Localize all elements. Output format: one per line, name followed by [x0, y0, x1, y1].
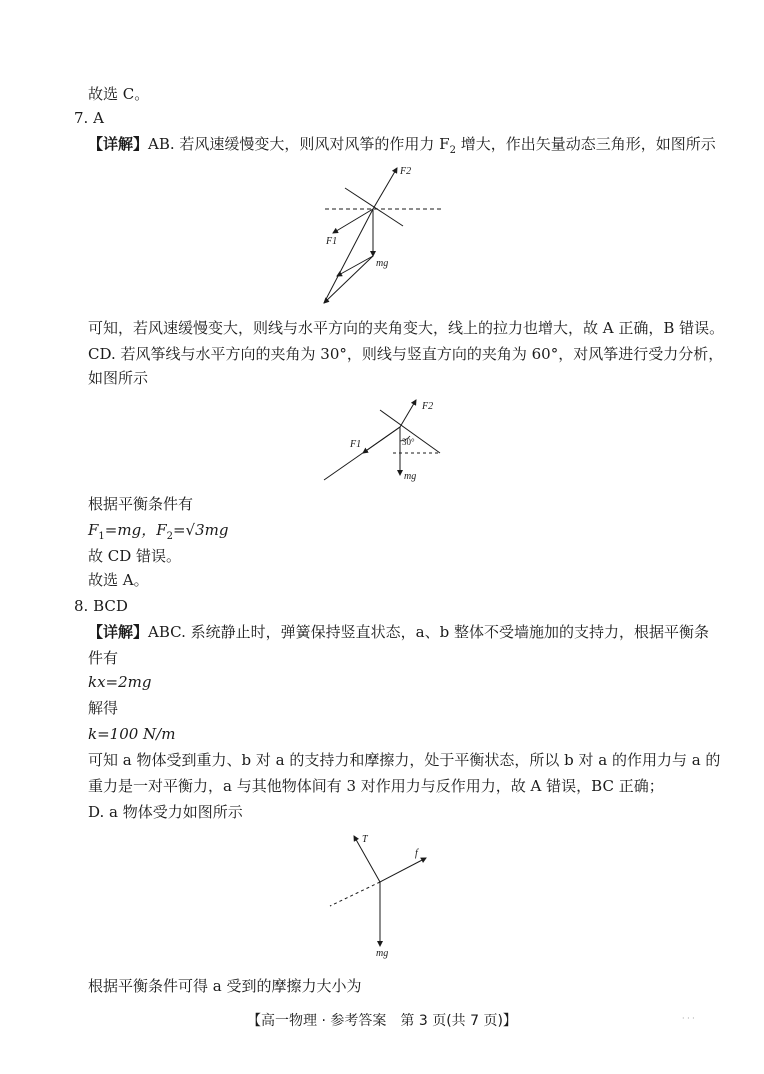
angle-label: 30° [402, 437, 415, 447]
math-text: =mg，F [104, 521, 167, 539]
question-number: 8. BCD [74, 597, 128, 615]
text-line: 故选 A。 [88, 571, 149, 589]
text-span: 增大，作出矢量动态三角形，如图所示 [455, 135, 716, 153]
label-mg: mg [376, 258, 389, 269]
equation [88, 520, 228, 547]
question-number: 7. A [74, 109, 104, 127]
text-line: 根据平衡条件有 [88, 495, 194, 513]
subscript: 2 [449, 145, 456, 156]
text-line: 重力是一对平衡力，a 与其他物体间有 3 对作用力与反作用力，故 A 错误，BC 正确； [88, 777, 664, 795]
label-mg: mg [404, 471, 417, 482]
text-line [88, 622, 709, 642]
figure-object-a-forces [322, 828, 442, 958]
text-line: 可知，若风速缓慢变大，则线与水平方向的夹角变大，线上的拉力也增大，故 A 正确，B 错误。 [88, 319, 725, 337]
text-line: D. a 物体受力如图所示 [88, 803, 243, 821]
text-span: ABC. 系统静止时，弹簧保持竖直状态，a、b 整体不受墙施加的支持力，根据平衡条 [148, 623, 709, 641]
text-line: 根据平衡条件可得 a 受到的摩擦力大小为 [88, 977, 362, 995]
corner-mark: · · · [682, 1014, 695, 1023]
text-line: CD. 若风筝线与水平方向的夹角为 30°，则线与竖直方向的夹角为 60°，对风筝进行受力分析， [88, 345, 724, 363]
text-line: 如图所示 [88, 369, 149, 387]
equation [88, 672, 152, 692]
math-text: =√3mg [172, 521, 229, 539]
label-f: f [415, 848, 418, 859]
text-line [88, 134, 716, 161]
figure-vector-triangle [300, 158, 460, 308]
detail-tag: 【详解】 [88, 623, 149, 641]
subscript: 1 [98, 531, 105, 542]
text-line: 故选 C。 [88, 85, 150, 103]
label-t: T [362, 834, 368, 845]
label-mg: mg [376, 948, 389, 959]
page-footer: 【高一物理 · 参考答案 第 3 页(共 7 页)】 [247, 1013, 517, 1029]
label-f1: F1 [326, 236, 338, 247]
label-f1: F1 [350, 439, 362, 450]
math-text: kx=2mg [88, 673, 152, 691]
figure-force-analysis [318, 395, 448, 485]
math-text: k=100 N/m [88, 725, 176, 743]
label-f2: F2 [422, 401, 434, 412]
detail-tag: 【详解】 [88, 135, 149, 153]
text-line: 可知 a 物体受到重力、b 对 a 的支持力和摩擦力，处于平衡状态，所以 b 对 a 的作用力与 a 的 [88, 751, 721, 769]
text-line: 件有 [88, 649, 119, 667]
text-line: 解得 [88, 699, 119, 717]
label-f2: F2 [400, 166, 412, 177]
text-line: 故 CD 错误。 [88, 547, 182, 565]
text-span: AB. 若风速缓慢变大，则风对风筝的作用力 F [148, 135, 450, 153]
math-symbol: F [88, 521, 99, 539]
equation [88, 724, 175, 744]
subscript: 2 [166, 531, 173, 542]
